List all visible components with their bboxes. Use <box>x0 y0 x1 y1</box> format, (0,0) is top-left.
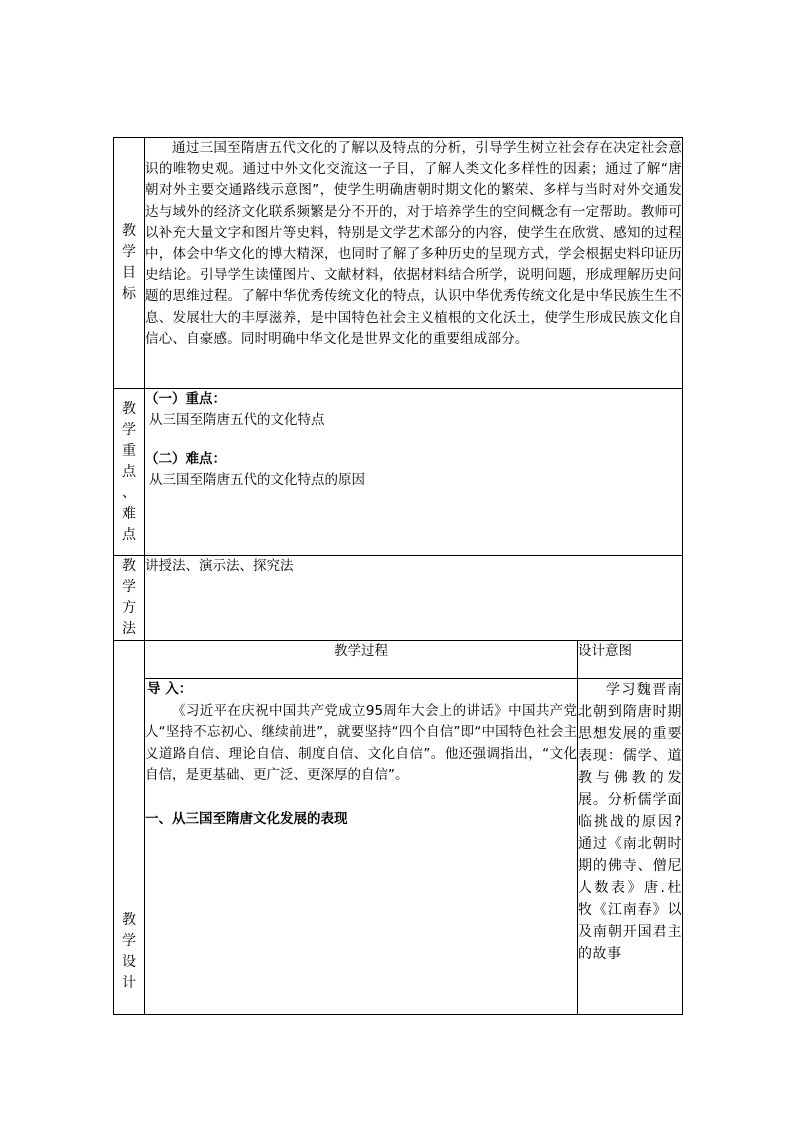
objectives-label: 教 学 目 标 <box>114 138 145 389</box>
methods-label: 教 学 方 法 <box>114 556 145 641</box>
keypoints-content <box>145 389 683 556</box>
teaching-process-header: 教学过程 <box>145 641 578 679</box>
difficult-point-heading: （二）难点： <box>145 451 226 467</box>
lesson-plan-table <box>113 137 683 1015</box>
design-intent-text: 学习魏晋南北朝到隋唐时期思想发展的重要表现：儒学、道教与佛教的发展。分析儒学面临挑战的原因?通过《南北朝时期的佛寺、僧尼人数表》唐.杜牧《江南春》以及南朝开国君主的故事 <box>578 679 683 1015</box>
objectives-row <box>114 138 683 389</box>
key-point-text: 从三国至隋唐五代的文化特点 <box>149 412 325 428</box>
section-title: 一、从三国至隋唐文化发展的表现 <box>145 810 348 827</box>
key-point-heading: （一）重点： <box>145 391 226 407</box>
difficult-point-text: 从三国至隋唐五代的文化特点的原因 <box>149 472 365 488</box>
objectives-text: 通过三国至隋唐五代文化的了解以及特点的分析，引导学生树立社会存在决定社会意识的唯物史观。通过中外文化交流这一子目，了解人类文化多样性的因素；通过了解“唐朝对外主要交通路线示意图”，使学生明确唐朝时期文化的繁荣、多样与当时对外交通发达与域外的经济文化联系频繁是分不开的，对于培养学生的空间概念有一定帮助。教师可以补充大量文字和图片等史料，特别是文学艺术部分的内容，使学生在欣赏、感知的过程中，体会中华文化的博大精深，也同时了解了多种历史的呈现方式，学会根据史料印证历史结论。引导学生读懂图片、文献材料，依据材料结合所学，说明问题，形成理解历史问题的思维过程。了解中华优秀传统文化的特点，认识中华优秀传统文化是中华民族生生不息、发展壮大的丰厚滋养，是中国特色社会主义植根的文化沃土，使学生形成民族文化自信心、自豪感。同时明确中华文化是世界文化的重要组成部分。 <box>145 138 683 389</box>
design-label: 教 学 设 计 <box>114 641 145 1015</box>
intro-heading: 导 入： <box>147 681 193 697</box>
teaching-process-content <box>145 679 578 1015</box>
keypoints-row <box>114 389 683 556</box>
keypoints-label: 教 学 重 点 、 难 点 <box>114 389 145 556</box>
design-intent-header: 设计意图 <box>578 641 683 679</box>
methods-row <box>114 556 683 641</box>
design-header-row <box>114 641 683 679</box>
intro-paragraph: 《习近平在庆祝中国共产党成立95周年大会上的讲话》中国共产党人“坚持不忘初心、继续前进”，就要坚持“四个自信”即“中国特色社会主义道路自信、理论自信、制度自信、文化自信”。他还强调指出，“文化自信，是更基础、更广泛、更深厚的自信”。 <box>145 702 577 783</box>
methods-text: 讲授法、演示法、探究法 <box>145 556 683 641</box>
design-content-row <box>114 679 683 1015</box>
